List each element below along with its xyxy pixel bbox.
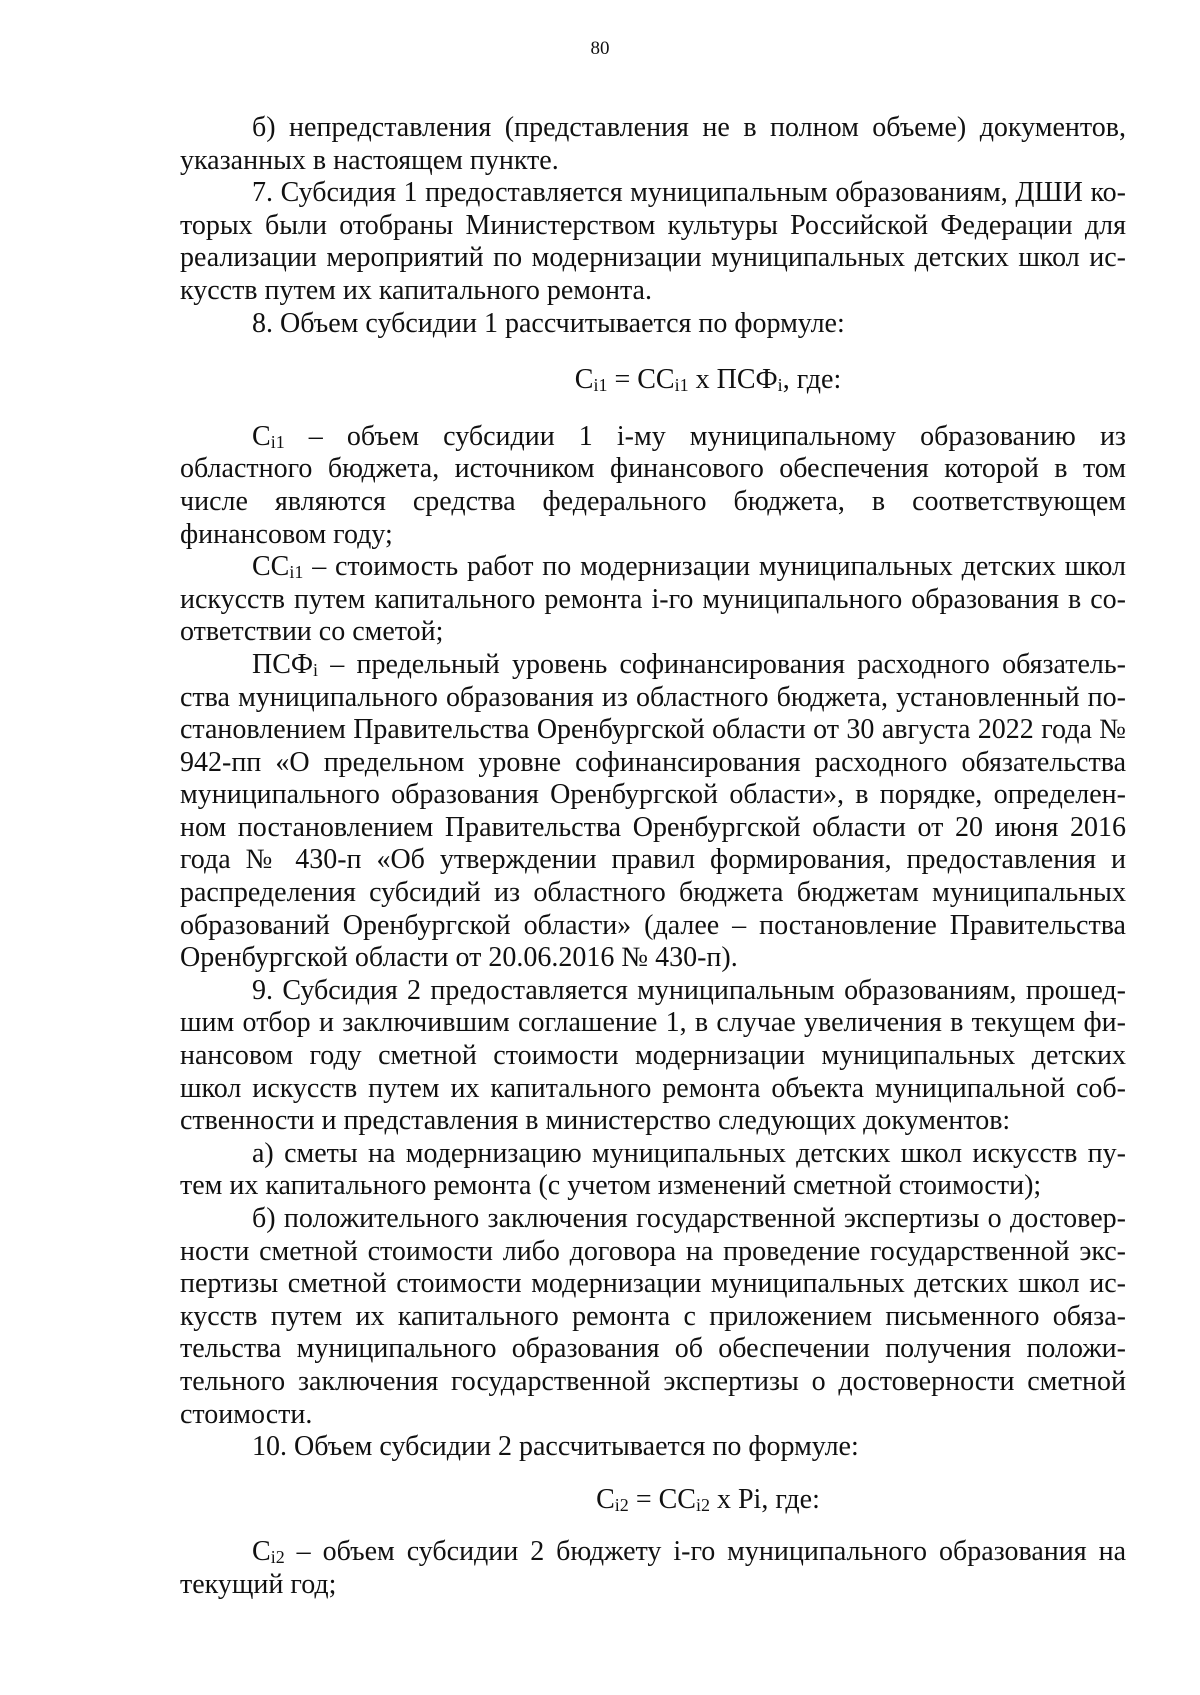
definition-cci1: $CC_{i1}$ – стоимость работ по модернизации муниципальных детских школ искусств путем капитального ремонта i-го муниципального образования в соответствии со сметой; <box>180 551 1126 648</box>
definition-psfi: $ПСФ_i$ – предельный уровень софинансирования расходного обязательства муниципального образования из областного бюджета, установленный постановлением Правительства Оренбургской области от 30 августа 2022 года № 942-пп «О предельном уровне софинансирования расходного обязательства муниципального образования Оренбургской области», в порядке, определенном постановлением Правительства Оренбургской области от 20 июня 2016 года № 430-п «Об утверждении правил формирования, предоставления и распределения субсидий из областного бюджета бюджетам муниципальных образований Оренбургской области» (далее – постановление Правительства Оренбургской области от 20.06.2016 № 430-п). <box>180 648 1126 974</box>
definition-ci2: $C_{i2}$ – объем субсидии 2 бюджету i-го муниципального образования на текущий год; <box>180 1536 1126 1600</box>
paragraph-9a: а) сметы на модернизацию муниципальных детских школ искусств путем их капитального ремонта (с учетом изменений сметной стоимости); <box>180 1137 1126 1202</box>
paragraph-7: 7. Субсидия 1 предоставляется муниципальным образованиям, ДШИ которых были отобраны Министерством культуры Российской Федерации для реализации мероприятий по модернизации муниципальных детских школ искусств путем их капитального ремонта. <box>180 177 1126 306</box>
paragraph-9b: б) положительного заключения государственной экспертизы о достоверности сметной стоимости либо договора на проведение государственной экспертизы сметной стоимости модернизации муниципальных детских школ искусств путем их капитального ремонта с приложением письменного обязательства муниципального образования об обеспечении получения положительного заключения государственной экспертизы о достоверности сметной стоимости. <box>180 1203 1126 1430</box>
paragraph-10: 10. Объем субсидии 2 рассчитывается по формуле: <box>252 1431 859 1463</box>
formula-subsidy-2: $C_{i2} = CC_{i2}$ x Pi, где: <box>596 1483 820 1515</box>
definition-ci1: $C_{i1}$ – объем субсидии 1 i-му муниципальному образованию из областного бюджета, источником финансового обеспечения которой в том числе являются средства федерального бюджета, в соответствующем финансовом году; <box>180 420 1126 550</box>
paragraph-8: 8. Объем субсидии 1 рассчитывается по формуле: <box>252 307 845 339</box>
document-body <box>180 112 1126 1602</box>
formula-subsidy-1: $C_{i1} = CC_{i1}$ x $ПСФ_i$, где: <box>574 364 842 396</box>
paragraph-9: 9. Субсидия 2 предоставляется муниципальным образованиям, прошедшим отбор и заключившим соглашение 1, в случае увеличения в текущем финансовом году сметной стоимости модернизации муниципальных детских школ искусств путем их капитального ремонта объекта муниципальной собственности и представления в министерство следующих документов: <box>180 974 1126 1137</box>
page-number: 80 <box>590 38 610 59</box>
paragraph-b-nonsubmission: б) непредставления (представления не в полном объеме) документов, указанных в настоящем пункте. <box>180 112 1126 176</box>
